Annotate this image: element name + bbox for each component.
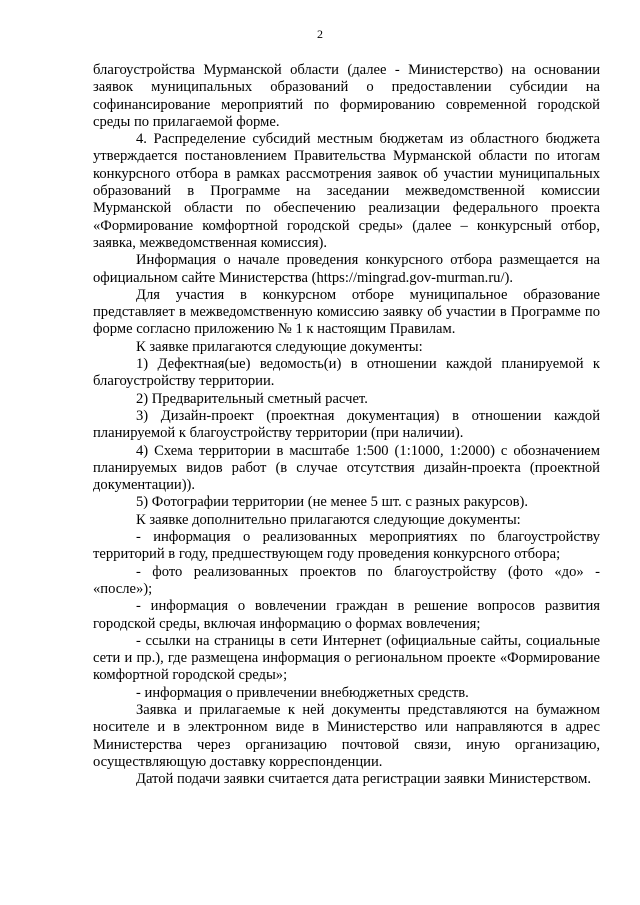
list-item-territory-scheme: 4) Схема территории в масштабе 1:500 (1:1000, 1:2000) с обозначением планируемых видов работ (в случае отсутствия дизайн-проекта (проектной документации)). xyxy=(93,442,600,494)
list-item-estimate: 2) Предварительный сметный расчет. xyxy=(136,390,368,407)
list-item-implemented-measures: - информация о реализованных мероприятиях по благоустройству территорий в году, предшествующем году проведения конкурсного отбора; xyxy=(93,529,600,563)
list-item-defect-statement: 1) Дефектная(ые) ведомость(и) в отношении каждой планируемой к благоустройству территории. xyxy=(93,356,600,390)
list-item-citizen-involvement: - информация о вовлечении граждан в решение вопросов развития городской среды, включая информацию о формах вовлечения; xyxy=(93,598,600,632)
page-number: 2 xyxy=(317,27,323,41)
list-item-internet-links: - ссылки на страницы в сети Интернет (официальные сайты, социальные сети и пр.), где размещена информация о региональном проекте «Формирование комфортной городской среды»; xyxy=(93,632,600,684)
paragraph-selection-announcement: Информация о начале проведения конкурсного отбора размещается на официальном сайте Министерства (https://mingrad.gov-murman.ru/). xyxy=(93,252,600,286)
paragraph-documents-heading: К заявке прилагаются следующие документы: xyxy=(136,338,423,355)
list-item-photos: 5) Фотографии территории (не менее 5 шт. с разных ракурсов). xyxy=(136,494,529,511)
paragraph-submission-date: Датой подачи заявки считается дата регистрации заявки Министерством. xyxy=(136,771,592,788)
document-body xyxy=(93,62,600,788)
paragraph-subsidy-distribution: 4. Распределение субсидий местным бюджетам из областного бюджета утверждается постановлением Правительства Мурманской области по итогам конкурсного отбора в рамках рассмотрения заявок об участии муниципальных образований в Программе на заседании межведомственной комиссии Мурманской области по обеспечению реализации федерального проекта «Формирование комфортной городской среды» (далее – конкурсный отбор, заявка, межведомственная комиссия). xyxy=(93,131,600,251)
paragraph-additional-documents-heading: К заявке дополнительно прилагаются следующие документы: xyxy=(136,511,521,528)
list-item-before-after-photos: - фото реализованных проектов по благоустройству (фото «до» - «после»); xyxy=(93,563,600,597)
list-item-extrabudgetary-funds: - информация о привлечении внебюджетных средств. xyxy=(136,684,469,701)
paragraph-submission: Заявка и прилагаемые к ней документы представляются на бумажном носителе и в электронном виде в Министерство или направляются в адрес Министерства через организацию почтовой связи, иную организацию, осуществляющую доставку корреспонденции. xyxy=(93,701,600,770)
paragraph-continuation: благоустройства Мурманской области (далее - Министерство) на основании заявок муниципальных образований о предоставлении субсидии на софинансирование мероприятий по формированию современной городской среды по прилагаемой форме. xyxy=(93,62,600,130)
paragraph-participation: Для участия в конкурсном отборе муниципальное образование представляет в межведомственную комиссию заявку об участии в Программе по форме согласно приложению № 1 к настоящим Правилам. xyxy=(93,286,600,338)
list-item-design-project: 3) Дизайн-проект (проектная документация) в отношении каждой планируемой к благоустройству территории (при наличии). xyxy=(93,407,600,442)
